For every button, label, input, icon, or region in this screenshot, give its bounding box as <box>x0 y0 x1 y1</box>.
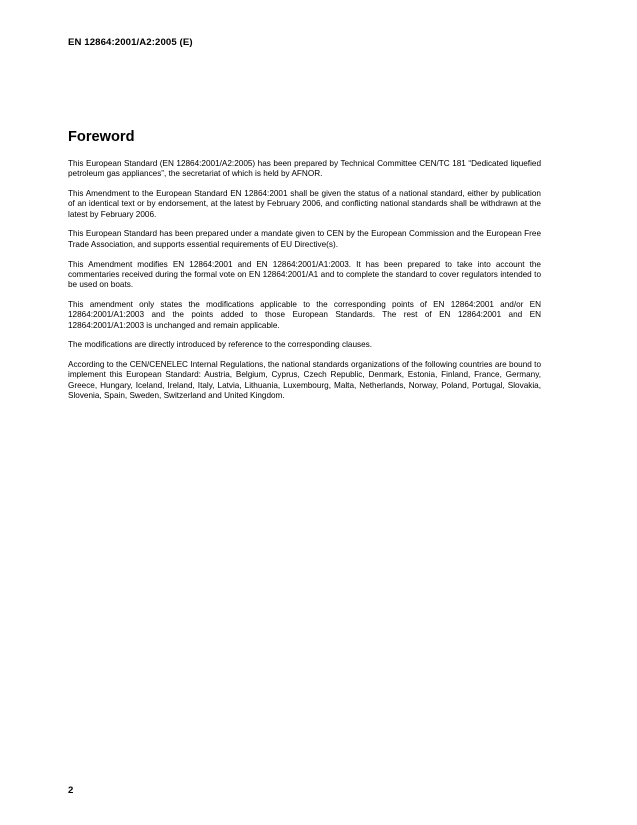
section-title: Foreword <box>68 129 135 145</box>
paragraph-clauses: The modifications are directly introduced by reference to the corresponding clauses. <box>68 340 373 350</box>
paragraph-countries: According to the CEN/CENELEC Internal Regulations, the national standards organizations of the following countries are bound to implement this European Standard: Austria, Belgium, Cyprus, Czech Republic, Denmark, Estonia, Finland, France, Germany, Greece, Hungary, Iceland, Ireland, Italy, Latvia, Lithuania, Luxembourg, Malta, Netherlands, Norway, Poland, Portugal, Slovakia, Slovenia, Spain, Sweden, Switzerland and United Kingdom. <box>68 360 541 401</box>
paragraph-modifies: This Amendment modifies EN 12864:2001 and EN 12864:2001/A1:2003. It has been prepared to take into account the commentaries received during the formal vote on EN 12864:2001/A1 and to complete the standard to cover regulators intended to be used on boats. <box>68 259 541 290</box>
paragraph-preparation: This European Standard (EN 12864:2001/A2:2005) has been prepared by Technical Committee CEN/TC 181 “Dedicated liquefied petroleum gas appliances”, the secretariat of which is held by AFNOR. <box>68 159 541 179</box>
paragraph-mandate: This European Standard has been prepared under a mandate given to CEN by the European Commission and the European Free Trade Association, and supports essential requirements of EU Directive(s). <box>68 229 541 249</box>
document-header: EN 12864:2001/A2:2005 (E) <box>68 37 193 48</box>
paragraph-status: This Amendment to the European Standard EN 12864:2001 shall be given the status of a national standard, either by publication of an identical text or by endorsement, at the latest by February 2006, and conflicting national standards shall be withdrawn at the latest by February 2006. <box>68 189 541 219</box>
paragraph-scope: This amendment only states the modifications applicable to the corresponding points of EN 12864:2001 and/or EN 12864:2001/A1:2003 and the points added to those European Standards. The rest of EN 12864:2001 and EN 12864:2001/A1:2003 is unchanged and remain applicable. <box>68 299 541 330</box>
foreword-body <box>68 159 541 411</box>
page-number: 2 <box>68 785 74 796</box>
